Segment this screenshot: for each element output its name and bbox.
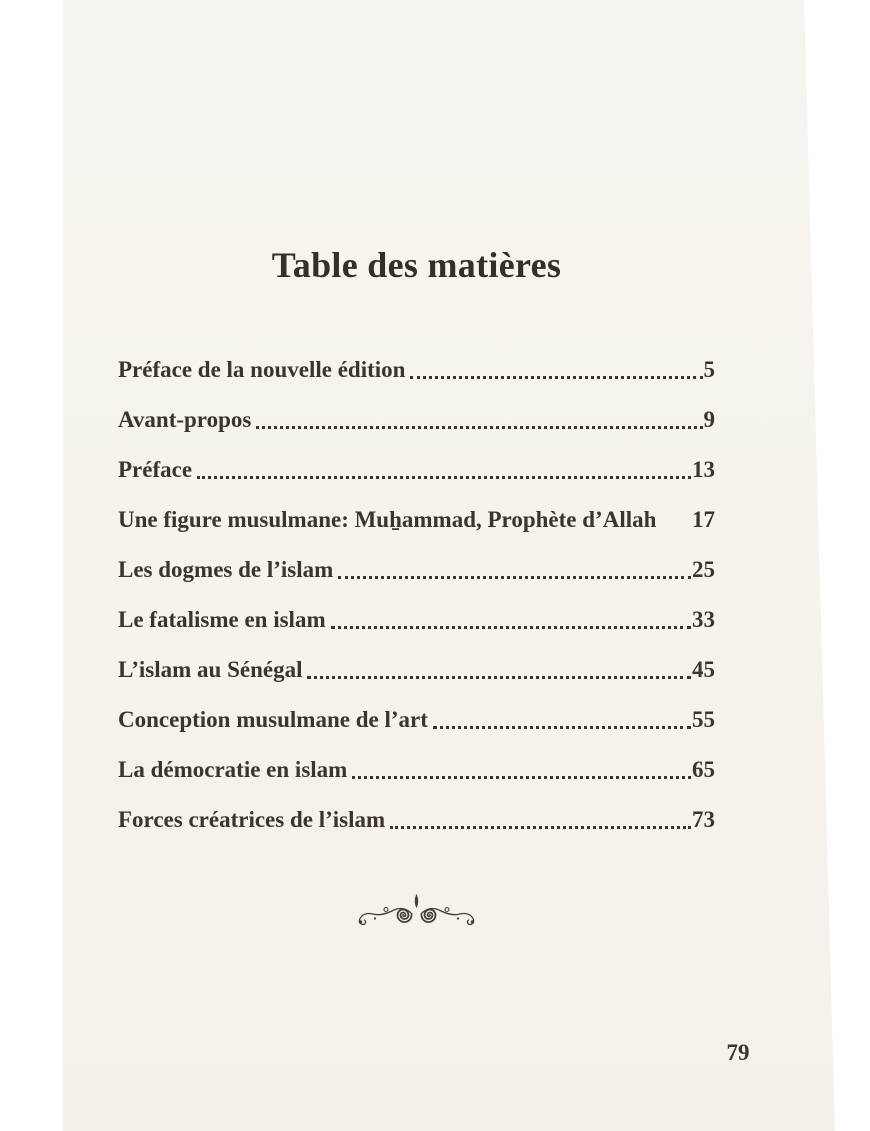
- toc-list: [118, 345, 715, 845]
- toc-entry: [118, 745, 715, 795]
- toc-entry-label: La démocratie en islam: [118, 757, 348, 782]
- toc-entry-label: Les dogmes de l’islam: [118, 557, 334, 582]
- toc-entry-dots: [338, 576, 691, 579]
- toc-entry-label: Forces créatrices de l’islam: [118, 807, 386, 832]
- toc-entry-page: 9: [703, 407, 715, 432]
- toc-entry: [118, 545, 715, 595]
- toc-entry-dots: [256, 426, 702, 429]
- toc-entry: [118, 595, 715, 645]
- toc-entry-label: Avant-propos: [118, 407, 252, 432]
- toc-entry-label: Le fatalisme en islam: [118, 607, 326, 632]
- toc-entry-page: 55: [692, 707, 715, 732]
- toc-entry-label: Préface de la nouvelle édition: [118, 357, 406, 382]
- toc-entry-dots: [390, 826, 691, 829]
- toc-entry-dots: [307, 676, 691, 679]
- toc-entry-page: 17: [692, 507, 715, 532]
- toc-entry: [118, 695, 715, 745]
- toc-entry: [118, 345, 715, 395]
- toc-entry: [118, 395, 715, 445]
- toc-entry: [118, 645, 715, 695]
- fleuron-divider-icon: [353, 890, 480, 934]
- toc-entry-dots: [352, 776, 691, 779]
- toc-entry-page: 25: [692, 557, 715, 582]
- toc-entry-page: 13: [692, 457, 715, 482]
- toc-entry: [118, 445, 715, 495]
- toc-entry-dots: [197, 476, 691, 479]
- toc-entry-label: Préface: [118, 457, 193, 482]
- toc-entry: [118, 795, 715, 845]
- toc-entry-label: Conception musulmane de l’art: [118, 707, 428, 732]
- toc-entry-label: L’islam au Sénégal: [118, 657, 303, 682]
- toc-entry-dots: [410, 376, 702, 379]
- toc-entry-page: 45: [692, 657, 715, 682]
- toc-entry-dots: [331, 626, 691, 629]
- toc-entry-page: 73: [692, 807, 715, 832]
- toc-entry-label: Une figure musulmane: Muẖammad, Prophète d’Allah: [118, 507, 657, 532]
- toc-entry: [118, 495, 715, 545]
- toc-entry-page: 65: [692, 757, 715, 782]
- toc-entry-page: 33: [692, 607, 715, 632]
- toc-entry-page: 5: [703, 357, 715, 382]
- toc-entry-dots: [433, 726, 691, 729]
- folio-page-number: 79: [726, 1040, 750, 1065]
- page-title: Table des matières: [271, 245, 562, 285]
